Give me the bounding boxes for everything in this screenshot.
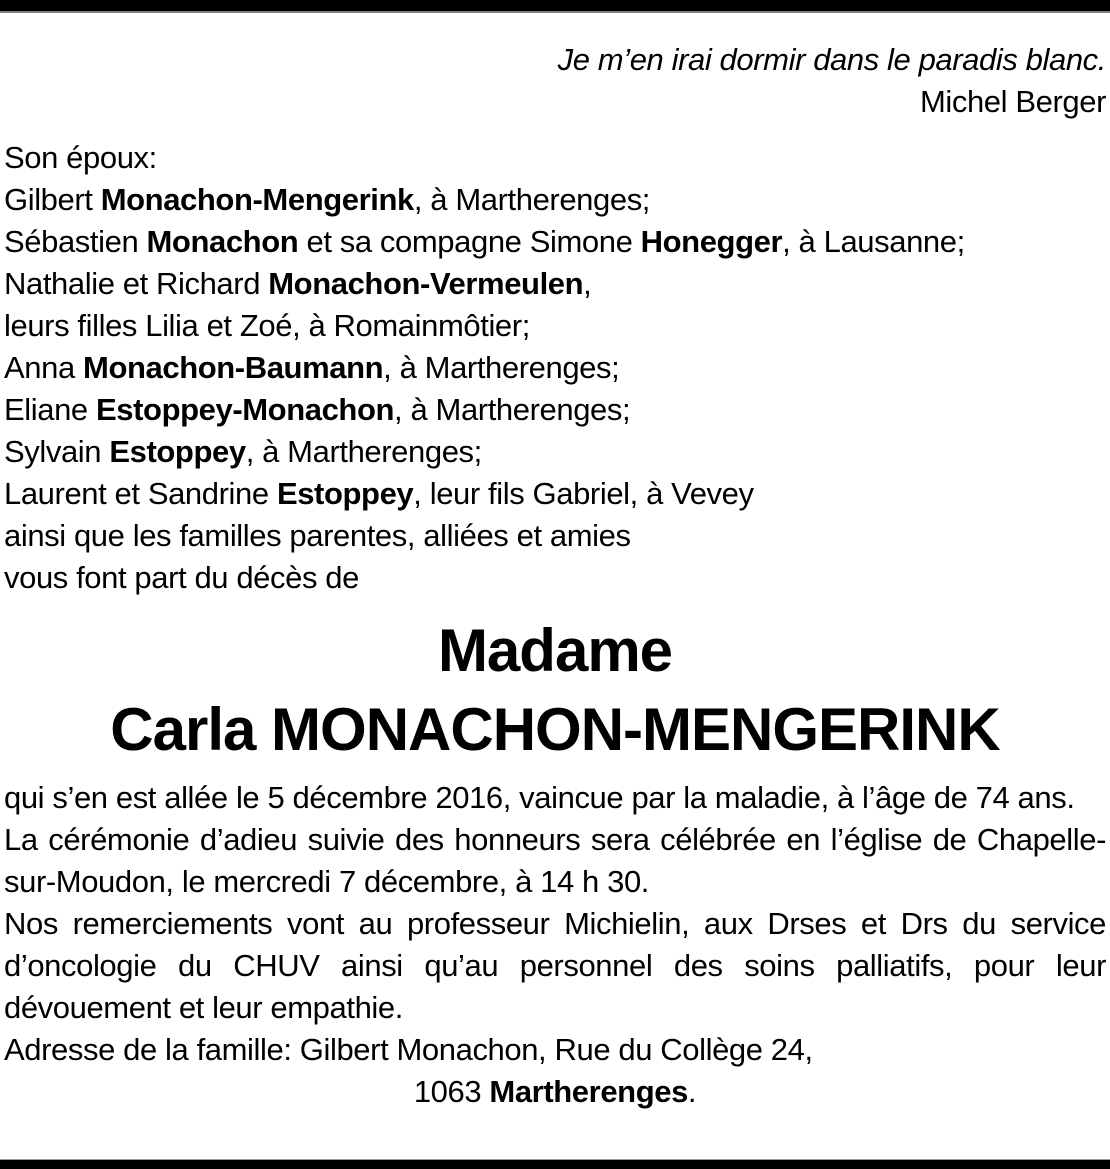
family-line bbox=[4, 347, 1106, 389]
family-line bbox=[4, 389, 1106, 431]
family-line-text: , leur fils Gabriel, à Vevey bbox=[413, 476, 754, 511]
family-line-text: Laurent et Sandrine bbox=[4, 476, 277, 511]
notice-paragraphs bbox=[4, 777, 1106, 1029]
family-line bbox=[4, 221, 1106, 263]
family-line-text: Eliane bbox=[4, 392, 96, 427]
family-line bbox=[4, 305, 1106, 347]
family-line-text: , à Martherenges; bbox=[383, 350, 620, 385]
family-name-bold: Monachon-Baumann bbox=[83, 350, 384, 385]
family-name-bold: Estoppey bbox=[276, 476, 414, 511]
family-line-text: Anna bbox=[4, 350, 84, 385]
family-line bbox=[4, 557, 1106, 599]
family-line-text: , à Martherenges; bbox=[245, 434, 482, 469]
family-line-text: vous font part du décès de bbox=[4, 560, 359, 595]
family-name-bold: Estoppey bbox=[109, 434, 246, 469]
family-line-text: et sa compagne Simone bbox=[298, 224, 641, 259]
family-line-text: , à Martherenges; bbox=[413, 182, 651, 217]
family-address-line: Adresse de la famille: Gilbert Monachon, Rue du Collège 24, bbox=[4, 1032, 813, 1067]
top-divider-bar bbox=[0, 0, 1110, 13]
bottom-divider-bar bbox=[0, 1159, 1110, 1169]
postal-locality-line bbox=[4, 1071, 1106, 1113]
postal-period: . bbox=[687, 1074, 697, 1109]
family-name-bold: Estoppey-Monachon bbox=[96, 392, 395, 427]
family-line bbox=[4, 263, 1106, 305]
epigraph bbox=[4, 39, 1106, 123]
family-line bbox=[4, 431, 1106, 473]
family-line bbox=[4, 473, 1106, 515]
deceased-name: Carla MONACHON-MENGERINK bbox=[110, 696, 1000, 763]
family-name-bold: Honegger bbox=[640, 224, 783, 259]
family-line bbox=[4, 179, 1106, 221]
family-line-text: Nathalie et Richard bbox=[4, 266, 269, 301]
family-list bbox=[4, 137, 1106, 599]
family-name-bold: Monachon-Mengerink bbox=[100, 182, 414, 217]
family-line-text: Sébastien bbox=[4, 224, 147, 259]
paragraph-thanks: Nos remerciements vont au professeur Michielin, aux Drses et Drs du service d’oncologie du CHUV ainsi qu’au personnel des soins palliatifs, pour leur dévouement et leur empathie. bbox=[4, 906, 1106, 1025]
deceased-honorific: Madame bbox=[437, 617, 673, 684]
family-line-text: , à Lausanne; bbox=[782, 224, 965, 259]
notice-content bbox=[0, 39, 1110, 1113]
family-line-text: , à Martherenges; bbox=[394, 392, 631, 427]
paragraph-death: qui s’en est allée le 5 décembre 2016, vaincue par la maladie, à l’âge de 74 ans. bbox=[4, 780, 1075, 815]
family-line-text: , bbox=[583, 266, 592, 301]
quote-author: Michel Berger bbox=[919, 84, 1106, 119]
family-name-bold: Monachon bbox=[146, 224, 299, 259]
family-line-text: Sylvain bbox=[4, 434, 110, 469]
family-line-text: leurs filles Lilia et Zoé, à Romainmôtier; bbox=[4, 308, 530, 343]
deceased-title-block bbox=[4, 611, 1106, 769]
intro-line: Son époux: bbox=[4, 140, 157, 175]
postal-code: 1063 bbox=[413, 1074, 490, 1109]
quote-text: Je m’en irai dormir dans le paradis blanc. bbox=[557, 42, 1106, 77]
family-line bbox=[4, 515, 1106, 557]
locality-bold: Martherenges bbox=[489, 1074, 688, 1109]
family-line-text: ainsi que les familles parentes, alliées et amies bbox=[4, 518, 631, 553]
paragraph-ceremony: La cérémonie d’adieu suivie des honneurs sera célébrée en l’église de Chapelle-sur-Moudon, le mercredi 7 décembre, à 14 h 30. bbox=[4, 822, 1106, 899]
family-name-bold: Monachon-Vermeulen bbox=[268, 266, 584, 301]
family-line-text: Gilbert bbox=[4, 182, 101, 217]
